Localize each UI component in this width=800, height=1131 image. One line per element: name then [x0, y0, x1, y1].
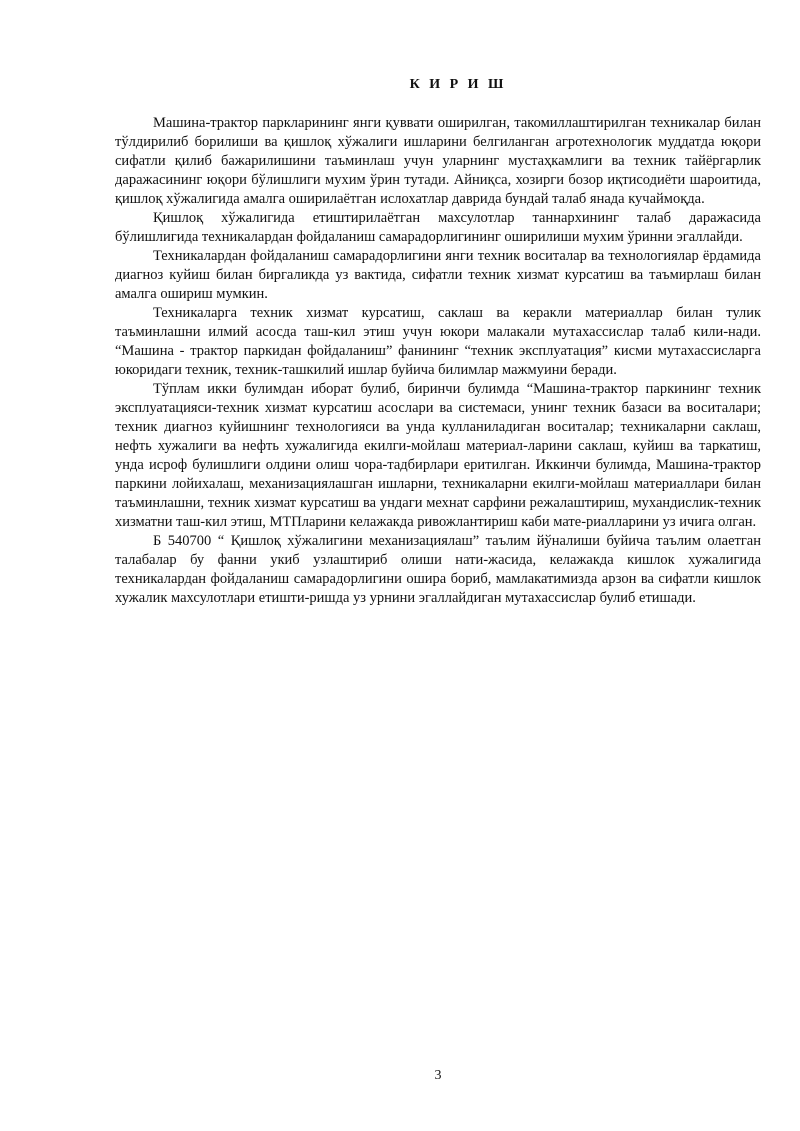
paragraph: Техникаларга техник хизмат курсатиш, саклаш ва керакли материаллар билан тулик таъминлашни илмий асосда таш-кил этиш учун юкори малакали мутахассислар талаб кили-нади. “Машина - трактор паркидан фойдаланиш” фанининг “техник эксплуатация” кисми мутахассисларга юкоридаги техник, техник-ташкилий ишлар буйича билимлар мажмуини беради.: [115, 305, 761, 378]
page-title: К И Р И Ш: [409, 77, 507, 92]
paragraph: Б 540700 “ Қишлоқ хўжалигини механизациялаш” таълим йўналиши буйича таълим олаетган талабалар бу фанни укиб узлаштириб олиши нати-жасида, келажакда кишлок хужалигида техникалардан фойдаланиш самарадорлигини ошира бориб, мамлакатимизда арзон ва сифатли кишлок хужалик махсулотлари етишти-ришда уз урнини эгаллайдиган мутахассислар булиб етишади.: [115, 533, 761, 606]
page-number: 3: [434, 1068, 442, 1083]
paragraph: Машина-трактор паркларининг янги қуввати оширилган, такомиллаштирилган техникалар билан тўлдирилиб борилиши ва қишлоқ хўжалиги ишларини белгиланган агротехнологик муддатда юқори сифатли қилиб бажарилишини таъминлаш учун уларнинг мустаҳкамлиги ва техник тайёргарлик даражасининг юқори бўлишлиги мухим ўрин тутади. Айниқса, хозирги бозор иқтисодиёти шароитида, қишлоқ хўжалигида амалга оширилаётган ислохатлар даврида бундай талаб янада кучаймоқда.: [115, 115, 761, 207]
paragraph: Тўплам икки булимдан иборат булиб, биринчи булимда “Машина-трактор паркининг техник эксплуатацияси-техник хизмат курсатиш асослари ва системаси, унинг техник базаси ва воситалари; техник диагноз куйишнинг технологияси ва унда кулланиладиган воситалар; техникаларни саклаш, нефть хужалиги ва нефть хужалигида екилги-мойлаш материал-ларини саклаш, куйиш ва таркатиш, унда исроф булишлиги олдини олиш чора-тадбирлари еритилган. Иккинчи булимда, Машина-трактор паркини лойихалаш, механизациялашган ишларни, техникаларни екилги-мойлаш материаллари билан таъминлашни, техник хизмат курсатиш ва ундаги мехнат сарфини режалаштириш, мухандислик-техник хизматни таш-кил этиш, МТПларини келажакда ривожлантириш каби мате-риалларини уз ичига олган.: [115, 381, 761, 530]
paragraph: Техникалардан фойдаланиш самарадорлигини янги техник воситалар ва технологиялар ёрдамида диагноз куйиш билан биргаликда уз вактида, сифатли техник хизмат курсатиш ва таъмирлаш билан амалга ошириш мумкин.: [115, 248, 761, 302]
body-text: [115, 114, 761, 608]
paragraph: Қишлоқ хўжалигида етиштирилаётган махсулотлар таннархининг талаб даражасида бўлишлигида техникалардан фойдаланиш самарадорлигининг оширилиши мухим ўринни эгаллайди.: [115, 210, 761, 245]
